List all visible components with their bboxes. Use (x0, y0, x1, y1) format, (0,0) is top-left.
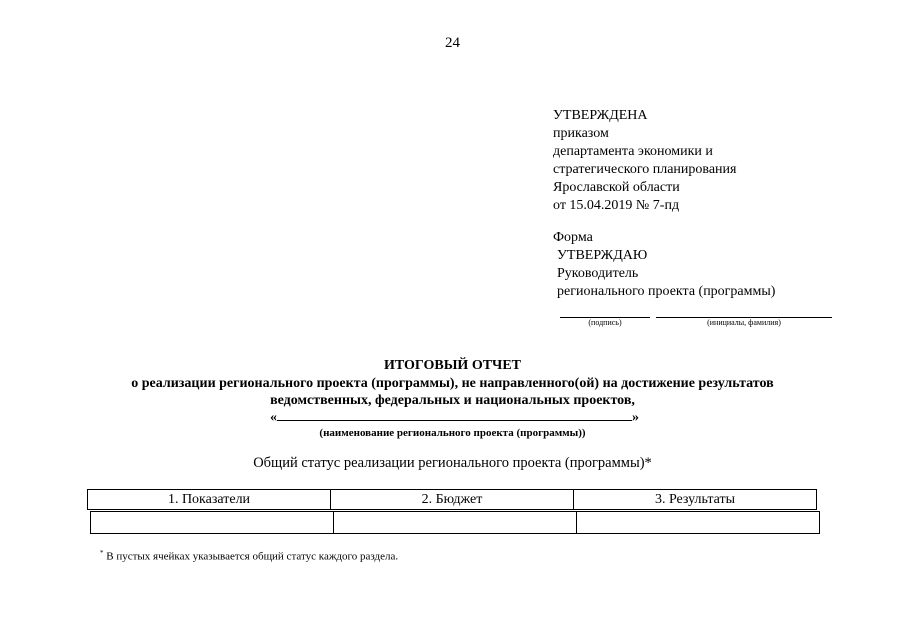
approval-line: стратегического планирования (553, 162, 737, 177)
project-name-caption: (наименование регионального проекта (программы)) (319, 427, 586, 439)
footnote-text: В пустых ячейках указывается общий статус каждого раздела. (103, 550, 399, 563)
form-label: Форма (553, 230, 593, 245)
form-line: Руководитель (557, 266, 639, 281)
table-cell-budget-status[interactable] (333, 511, 577, 534)
project-name-field (270, 408, 640, 426)
report-title: ИТОГОВЫЙ ОТЧЕТ (383, 358, 522, 373)
page-number: 24 (445, 35, 460, 51)
footnote (100, 549, 398, 563)
approval-line: приказом (553, 126, 609, 141)
signature-caption: (подпись) (588, 318, 622, 327)
table-cell-indicators-status[interactable] (90, 511, 334, 534)
report-subtitle-line-2: ведомственных, федеральных и национальных проектов, (270, 393, 635, 408)
approval-line: УТВЕРЖДЕНА (553, 108, 648, 123)
report-subtitle-line-1: о реализации регионального проекта (программы), не направленного(ой) на достижение результатов (131, 376, 774, 391)
table-header-budget: 2. Бюджет (330, 489, 574, 510)
table-cell-results-status[interactable] (576, 511, 820, 534)
form-approval-block (553, 229, 775, 301)
approval-line: Ярославской области (553, 180, 680, 195)
form-line: УТВЕРЖДАЮ (557, 248, 648, 263)
status-heading: Общий статус реализации регионального проекта (программы)* (253, 455, 652, 471)
quote-close: » (632, 410, 639, 425)
footnote-marker: * (100, 549, 104, 557)
initials-caption: (инициалы, фамилия) (707, 318, 781, 327)
quote-open: « (270, 410, 277, 425)
form-line: регионального проекта (программы) (557, 284, 776, 299)
table-header-results: 3. Результаты (573, 489, 817, 510)
approval-line: департамента экономики и (553, 144, 713, 159)
approval-block (553, 107, 736, 215)
project-name-blank (277, 408, 632, 421)
approval-line: от 15.04.2019 № 7-пд (553, 198, 680, 213)
table-header-indicators: 1. Показатели (87, 489, 331, 510)
